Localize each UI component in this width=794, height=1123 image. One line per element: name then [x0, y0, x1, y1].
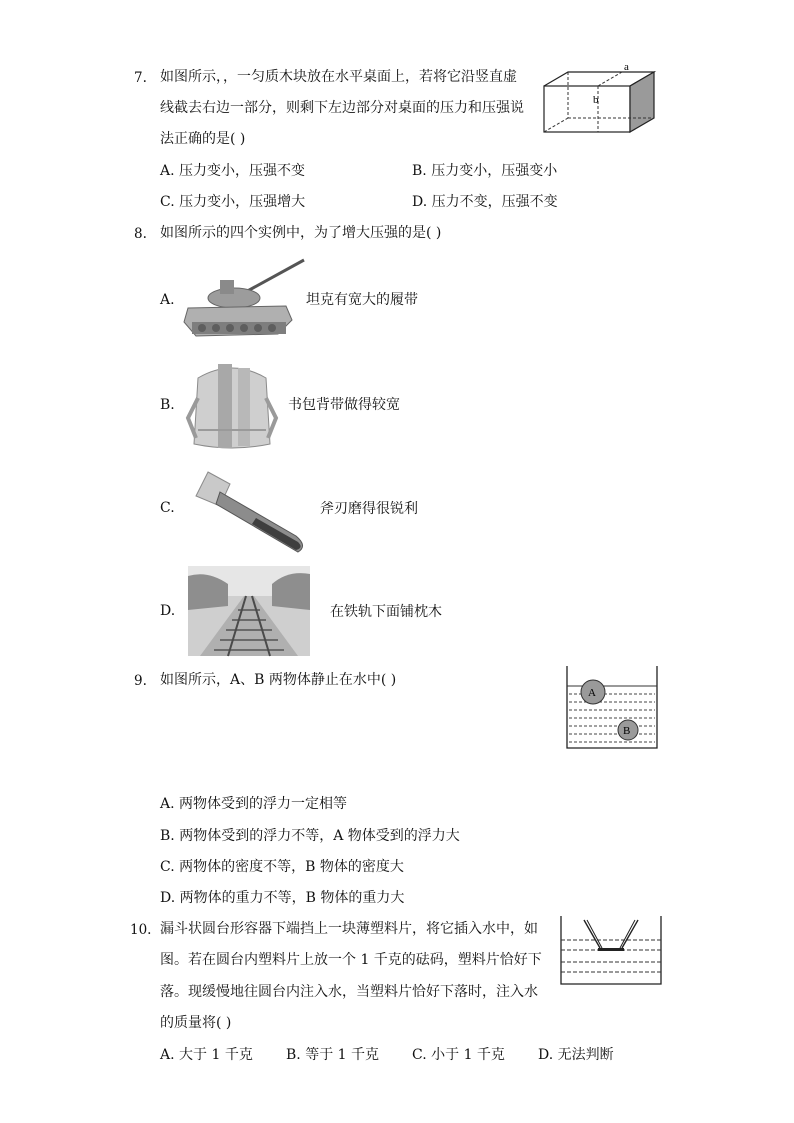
question-stem-line: 的质量将( )	[160, 1015, 232, 1031]
label-a: A	[588, 687, 596, 699]
railway-photo	[188, 566, 310, 656]
option-c[interactable]: C. 小于 1 千克	[412, 1047, 505, 1063]
question-stem-line: 如图所示，，一匀质木块放在水平桌面上，若将它沿竖直虚	[160, 69, 517, 85]
option-a[interactable]: A. 两物体受到的浮力一定相等	[160, 796, 348, 812]
option-b-desc[interactable]: 书包背带做得较宽	[288, 397, 400, 413]
question-number: 9.	[134, 673, 147, 689]
option-d[interactable]: D. 压力不变，压强不变	[412, 194, 558, 210]
option-b[interactable]: B. 两物体受到的浮力不等，A 物体受到的浮力大	[160, 828, 460, 844]
option-c-letter[interactable]: C.	[160, 500, 175, 516]
option-b[interactable]: B. 等于 1 千克	[286, 1047, 379, 1063]
question-number: 7.	[134, 70, 147, 86]
option-b[interactable]: B. 压力变小，压强变小	[412, 163, 558, 179]
funnel-container-figure	[558, 914, 664, 988]
label-b: B	[623, 725, 631, 737]
backpack-photo	[184, 358, 280, 452]
option-d-desc[interactable]: 在铁轨下面铺枕木	[330, 604, 442, 620]
question-stem-line: 法正确的是( )	[160, 131, 246, 147]
question-stem-line: 线截去右边一部分，则剩下左边部分对桌面的压力和压强说	[160, 100, 524, 116]
question-number: 8.	[134, 226, 147, 242]
option-a-desc[interactable]: 坦克有宽大的履带	[306, 292, 418, 308]
option-a[interactable]: A. 大于 1 千克	[160, 1047, 253, 1063]
option-a[interactable]: A. 压力变小，压强不变	[160, 163, 306, 179]
question-stem-line: 图。若在圆台内塑料片上放一个 1 千克的砝码，塑料片恰好下	[160, 952, 542, 968]
label-b: b	[593, 94, 599, 106]
label-a: a	[624, 61, 629, 73]
axe-photo	[186, 466, 310, 556]
question-stem: 如图所示，A、B 两物体静止在水中( )	[160, 672, 397, 688]
wood-block-figure	[540, 58, 660, 138]
tank-photo	[182, 256, 306, 342]
option-d[interactable]: D. 无法判断	[538, 1047, 614, 1063]
option-c[interactable]: C. 两物体的密度不等，B 物体的密度大	[160, 859, 404, 875]
question-stem: 如图所示的四个实例中，为了增大压强的是( )	[160, 225, 442, 241]
option-b-letter[interactable]: B.	[160, 397, 175, 413]
question-stem-line: 落。现缓慢地往圆台内注入水，当塑料片恰好下落时，注入水	[160, 984, 538, 1000]
option-d[interactable]: D. 两物体的重力不等，B 物体的重力大	[160, 890, 405, 906]
option-d-letter[interactable]: D.	[160, 603, 176, 619]
option-c-desc[interactable]: 斧刃磨得很锐利	[320, 501, 418, 517]
water-tank-figure	[564, 664, 660, 750]
question-stem-line: 漏斗状圆台形容器下端挡上一块薄塑料片，将它插入水中，如	[160, 921, 538, 937]
option-c[interactable]: C. 压力变小，压强增大	[160, 194, 306, 210]
option-a-letter[interactable]: A.	[160, 292, 175, 308]
question-number: 10.	[130, 922, 152, 938]
